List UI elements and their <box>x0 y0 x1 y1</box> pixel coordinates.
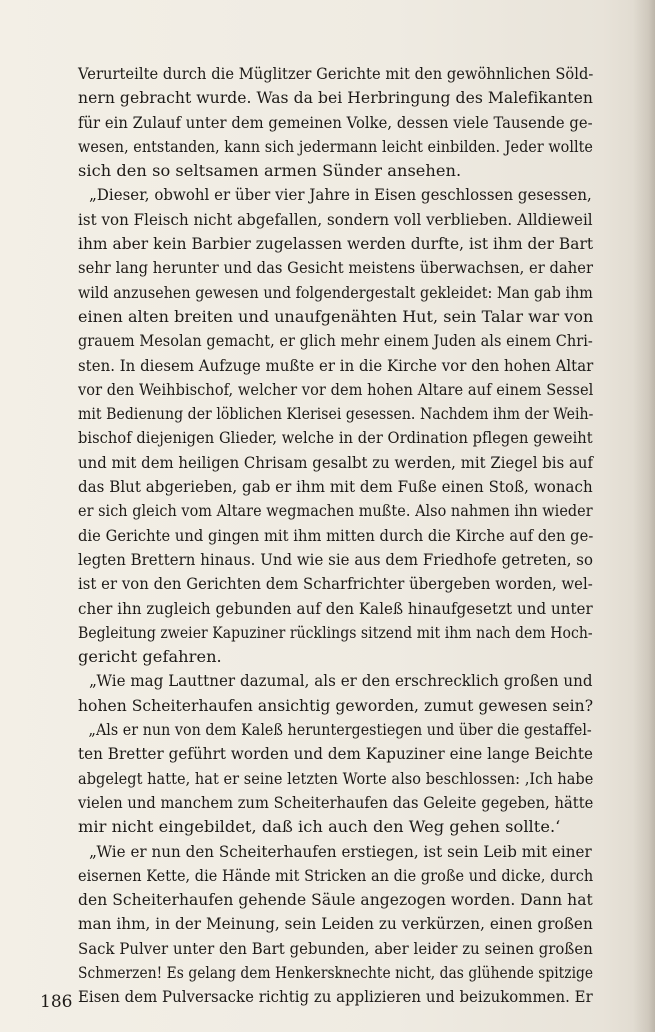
text-line: und mit dem heiligen Chrisam gesalbt zu werden, mit Ziegel bis auf <box>78 452 594 472</box>
text-line: wild anzusehen gewesen und folgendergestalt gekleidet: Man gab ihm <box>78 282 593 302</box>
text-line: „Wie mag Lauttner dazumal, als er den erschrecklich großen und <box>89 671 593 691</box>
text-line: ten Bretter geführt worden und dem Kapuziner eine lange Beichte <box>78 744 593 764</box>
text-line: „Wie er nun den Scheiterhaufen erstiegen, ist sein Leib mit einer <box>89 841 592 861</box>
body-text <box>78 62 593 1010</box>
text-line: sich den so seltsamen armen Sünder ansehen. <box>78 161 462 181</box>
text-line: ihm aber kein Barbier zugelassen werden durfte, ist ihm der Bart <box>78 234 594 254</box>
page-gutter-shadow <box>633 0 655 1032</box>
text-line: vor den Weihbischof, welcher vor dem hohen Altare auf einem Sessel <box>78 379 594 399</box>
text-line: sehr lang herunter und das Gesicht meistens überwachsen, er daher <box>78 258 594 278</box>
text-line: mit Bedienung der löblichen Klerisei gesessen. Nachdem ihm der Weih- <box>78 404 594 424</box>
text-line: abgelegt hatte, hat er seine letzten Worte also beschlossen: ‚Ich habe <box>78 768 594 788</box>
text-line: „Dieser, obwohl er über vier Jahre in Eisen geschlossen gesessen, <box>89 185 592 205</box>
text-line: für ein Zulauf unter dem gemeinen Volke, dessen viele Tausende ge- <box>78 112 593 132</box>
text-line: die Gerichte und gingen mit ihm mitten durch die Kirche auf den ge- <box>78 525 594 545</box>
text-line: nern gebracht wurde. Was da bei Herbringung des Malefikanten <box>78 88 593 108</box>
text-line: bischof diejenigen Glieder, welche in der Ordination pflegen geweiht <box>78 428 593 448</box>
text-line: er sich gleich vom Altare wegmachen mußte. Also nahmen ihn wieder <box>78 501 593 521</box>
text-line: grauem Mesolan gemacht, er glich mehr einem Juden als einem Chri- <box>78 331 593 351</box>
text-line: gericht gefahren. <box>78 647 222 667</box>
text-line: sten. In diesem Aufzuge mußte er in die Kirche vor den hohen Altar <box>78 355 594 375</box>
text-line: wesen, entstanden, kann sich jedermann leicht einbilden. Jeder wollte <box>78 136 593 156</box>
text-line: Begleitung zweier Kapuziner rücklings sitzend mit ihm nach dem Hoch- <box>78 622 593 642</box>
text-line: das Blut abgerieben, gab er ihm mit dem Fuße einen Stoß, wonach <box>78 477 593 497</box>
text-line: mir nicht eingebildet, daß ich auch den Weg gehen sollte.‘ <box>78 817 561 837</box>
text-line: einen alten breiten und unaufgenähten Hut, sein Talar war von <box>78 306 594 326</box>
text-line: Schmerzen! Es gelang dem Henkersknechte nicht, das glühende spitzige <box>78 962 594 982</box>
text-line: hohen Scheiterhaufen ansichtig geworden, zumut gewesen sein? <box>78 695 594 715</box>
text-line: legten Brettern hinaus. Und wie sie aus dem Friedhofe getreten, so <box>78 549 594 569</box>
text-line: eisernen Kette, die Hände mit Stricken an die große und dicke, durch <box>78 865 594 885</box>
text-line: vielen und manchem zum Scheiterhaufen das Geleite gegeben, hätte <box>78 792 594 812</box>
text-line: Eisen dem Pulversacke richtig zu applizieren und beizukommen. Er <box>78 987 593 1007</box>
text-line: ist von Fleisch nicht abgefallen, sondern voll verblieben. Alldieweil <box>78 209 593 229</box>
text-line: cher ihn zugleich gebunden auf den Kaleß hinaufgesetzt und unter <box>78 598 593 618</box>
text-line: man ihm, in der Meinung, sein Leiden zu verkürzen, einen großen <box>78 914 593 934</box>
text-line: Verurteilte durch die Müglitzer Gerichte mit den gewöhnlichen Söld- <box>78 64 594 83</box>
page-number: 186 <box>40 992 73 1012</box>
text-line: „Als er nun von dem Kaleß heruntergestiegen und über die gestaffel- <box>88 720 592 740</box>
text-line: ist er von den Gerichten dem Scharfrichter übergeben worden, wel- <box>78 574 593 594</box>
text-line: den Scheiterhaufen gehende Säule angezogen worden. Dann hat <box>78 890 593 910</box>
text-line: Sack Pulver unter den Bart gebunden, aber leider zu seinen großen <box>78 938 593 958</box>
